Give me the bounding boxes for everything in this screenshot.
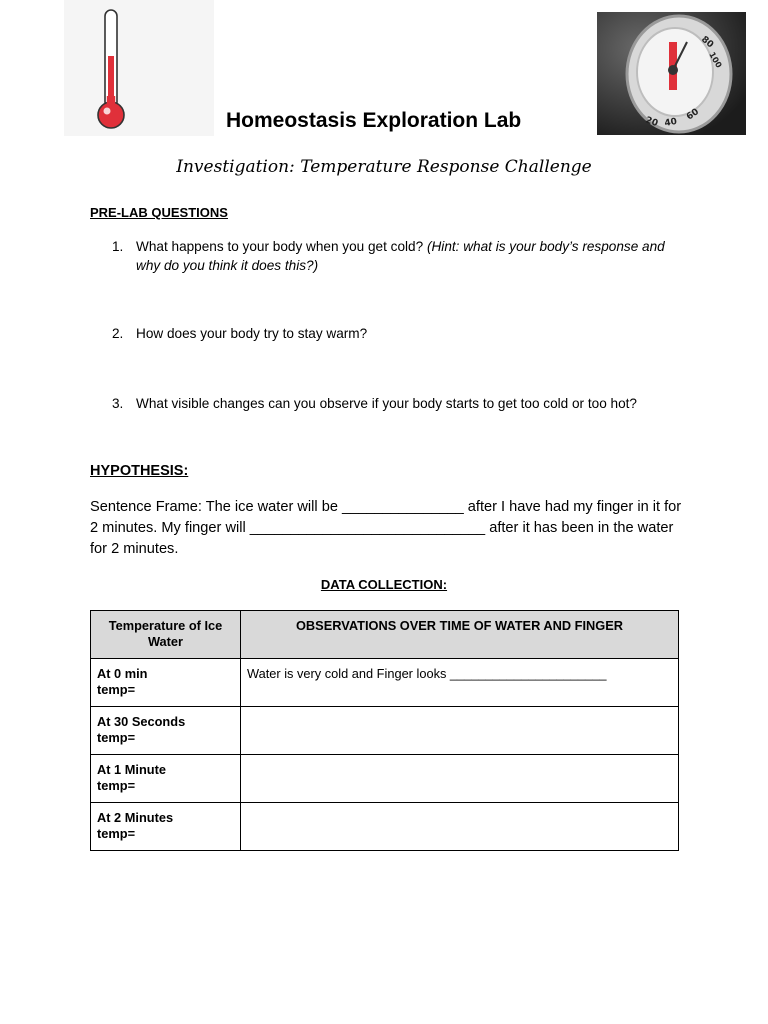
observation-cell[interactable]: [241, 755, 679, 803]
temp-label[interactable]: temp=: [97, 730, 136, 745]
data-collection-heading: DATA COLLECTION:: [320, 577, 448, 592]
question-number: 2.: [112, 326, 124, 341]
observation-cell[interactable]: [241, 803, 679, 851]
thermometer-icon: [64, 0, 214, 136]
column-header-temperature: Temperature of Ice Water: [91, 611, 241, 659]
table-header-row: [91, 611, 679, 659]
timer-photo: [597, 12, 746, 135]
temp-label[interactable]: temp=: [97, 682, 136, 697]
clock-tick-label: 40: [663, 116, 678, 129]
page-title: Homeostasis Exploration Lab: [226, 109, 522, 132]
temp-label[interactable]: temp=: [97, 826, 136, 841]
time-cell: [91, 755, 241, 803]
question-text: [136, 237, 682, 275]
clock-tick-label: 80: [699, 34, 716, 51]
hypothesis-heading: HYPOTHESIS:: [90, 463, 189, 479]
table-row: [91, 755, 679, 803]
question-hint: (Hint: what is your body’s response and why do you think it does this?): [136, 239, 665, 273]
page-subtitle: Investigation: Temperature Response Challenge: [176, 157, 592, 177]
question-number: 3.: [112, 396, 124, 411]
observation-cell[interactable]: [241, 707, 679, 755]
time-cell: [91, 803, 241, 851]
time-label: At 2 Minutes: [97, 810, 174, 825]
clock-tick-label: 100: [707, 50, 724, 70]
time-cell: [91, 659, 241, 707]
question-text: What visible changes can you observe if your body starts to get too cold or too hot?: [136, 396, 637, 411]
question-text: How does your body try to stay warm?: [136, 326, 368, 341]
prelab-heading: PRE-LAB QUESTIONS: [90, 205, 228, 220]
column-header-observations: OBSERVATIONS OVER TIME OF WATER AND FINGER: [241, 611, 679, 659]
clock-tick-label: 60: [684, 107, 701, 123]
data-table: [90, 610, 679, 851]
thermometer-image: [64, 0, 214, 136]
prelab-question-3: [112, 394, 682, 413]
prelab-question-1: [112, 237, 682, 275]
question-number: 1.: [112, 239, 124, 254]
clock-tick-label: 20: [643, 115, 660, 130]
time-label: At 30 Seconds: [97, 714, 186, 729]
time-label: At 0 min: [97, 666, 148, 681]
question-text-main: What happens to your body when you get cold?: [136, 239, 427, 254]
table-row: [91, 707, 679, 755]
table-row: [91, 803, 679, 851]
sentence-frame: Sentence Frame: The ice water will be _______________ after I have had my finger in it for 2 minutes. My finger will _____________________________ after it has been in the water for 2 minutes.: [90, 499, 682, 557]
time-cell: [91, 707, 241, 755]
observation-cell[interactable]: Water is very cold and Finger looks ______________________: [241, 659, 679, 707]
table-row: [91, 659, 679, 707]
prelab-question-2: [112, 324, 682, 343]
temp-label[interactable]: temp=: [97, 778, 136, 793]
time-label: At 1 Minute: [97, 762, 166, 777]
